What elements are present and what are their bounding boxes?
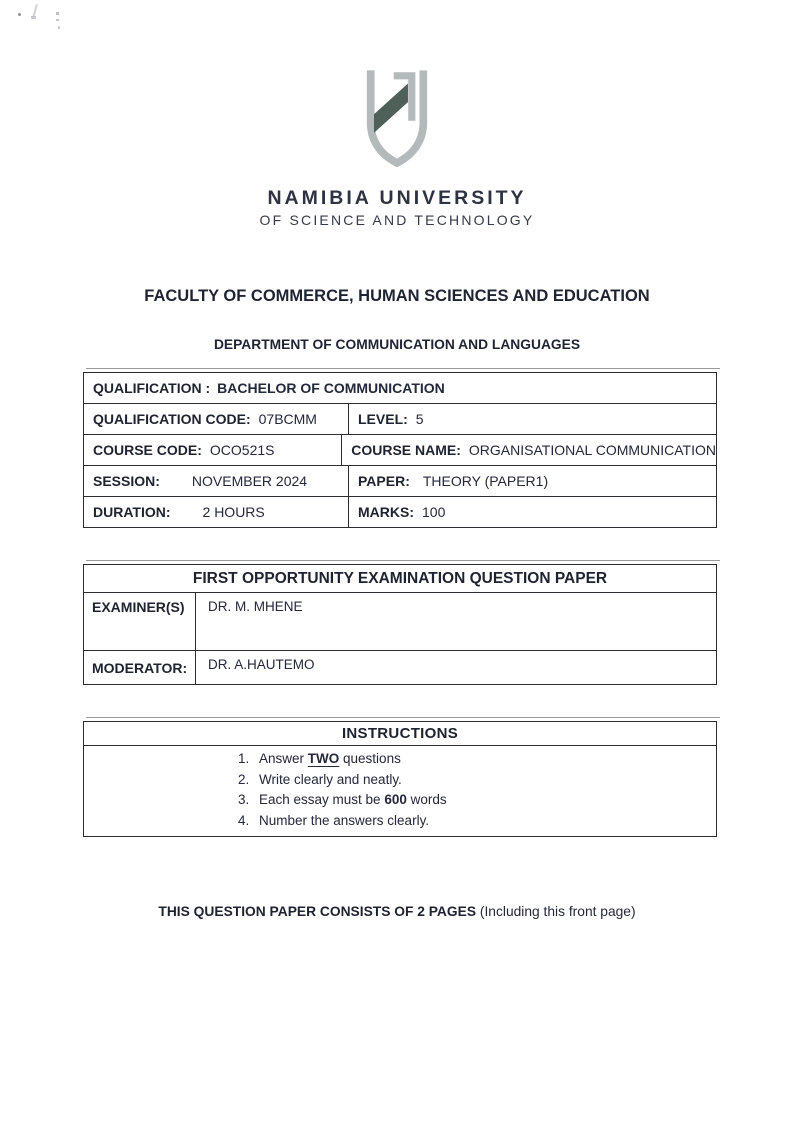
course-code-value: OCO521S xyxy=(209,442,275,458)
instruction-number: 4. xyxy=(238,812,250,828)
qualification-row xyxy=(84,373,716,403)
page-count-regular: (Including this front page) xyxy=(476,904,636,919)
pen-mark xyxy=(18,13,21,16)
university-name: NAMIBIA UNIVERSITY xyxy=(267,187,527,209)
department-heading: DEPARTMENT OF COMMUNICATION AND LANGUAGES xyxy=(213,337,581,352)
pen-mark xyxy=(56,19,59,21)
page-count-bold: THIS QUESTION PAPER CONSISTS OF 2 PAGES xyxy=(158,904,477,919)
marks-value: 100 xyxy=(422,504,446,520)
moderator-label: MODERATOR: xyxy=(84,651,196,684)
qualification-value: BACHELOR OF COMMUNICATION xyxy=(217,380,445,396)
instruction-item-2: 2. Write clearly and neatly. xyxy=(238,770,706,791)
university-tagline: OF SCIENCE AND TECHNOLOGY xyxy=(259,212,535,228)
qualification-label: QUALIFICATION : xyxy=(93,380,211,396)
exam-header-table xyxy=(83,564,717,685)
instructions-list xyxy=(84,746,716,836)
moderator-value: DR. A.HAUTEMO xyxy=(208,657,315,672)
pen-mark xyxy=(31,16,36,19)
instructions-title: INSTRUCTIONS xyxy=(84,722,716,746)
pen-mark xyxy=(58,26,60,29)
level-label: LEVEL: xyxy=(358,411,408,427)
duration-label: DURATION: xyxy=(93,504,171,520)
course-code-row xyxy=(84,434,716,465)
instruction-number: 2. xyxy=(238,771,250,787)
instruction-number: 3. xyxy=(238,792,250,807)
session-value: NOVEMBER 2024 xyxy=(191,473,308,489)
session-label: SESSION: xyxy=(93,473,160,489)
level-value: 5 xyxy=(415,411,424,427)
course-code-label: COURSE CODE: xyxy=(93,442,202,458)
duration-value: 2 HOURS xyxy=(202,504,265,520)
moderator-row xyxy=(84,651,716,684)
faculty-heading: FACULTY OF COMMERCE, HUMAN SCIENCES AND EDUCATION xyxy=(144,287,650,305)
instruction-number: 1. xyxy=(238,751,250,766)
examiner-row xyxy=(84,593,716,651)
exam-paper-title: FIRST OPPORTUNITY EXAMINATION QUESTION PAPER xyxy=(84,565,716,593)
instruction-item-1: 1. Answer TWO questions xyxy=(238,749,706,770)
qualification-code-value: 07BCMM xyxy=(258,411,317,427)
course-name-label: COURSE NAME: xyxy=(351,442,461,458)
university-shield-icon xyxy=(342,66,452,180)
qualification-code-label: QUALIFICATION CODE: xyxy=(93,411,251,427)
marks-label: MARKS: xyxy=(358,504,414,520)
course-name-value: ORGANISATIONAL COMMUNICATION xyxy=(468,442,716,458)
paper-label: PAPER: xyxy=(358,473,410,489)
instruction-item-3: 3. Each essay must be 600 words xyxy=(238,790,706,811)
page-count-note xyxy=(0,904,794,919)
qualification-code-row xyxy=(84,403,716,434)
session-row xyxy=(84,465,716,496)
examiner-label: EXAMINER(S) xyxy=(84,593,196,650)
university-logo xyxy=(0,66,794,228)
pen-mark xyxy=(56,12,59,15)
instruction-item-4: 4. Number the answers clearly. xyxy=(238,811,706,832)
instructions-table xyxy=(83,721,717,837)
examiner-value: DR. M. MHENE xyxy=(208,599,303,614)
duration-row xyxy=(84,496,716,527)
course-info-table xyxy=(83,372,717,528)
paper-value: THEORY (PAPER1) xyxy=(422,473,549,489)
